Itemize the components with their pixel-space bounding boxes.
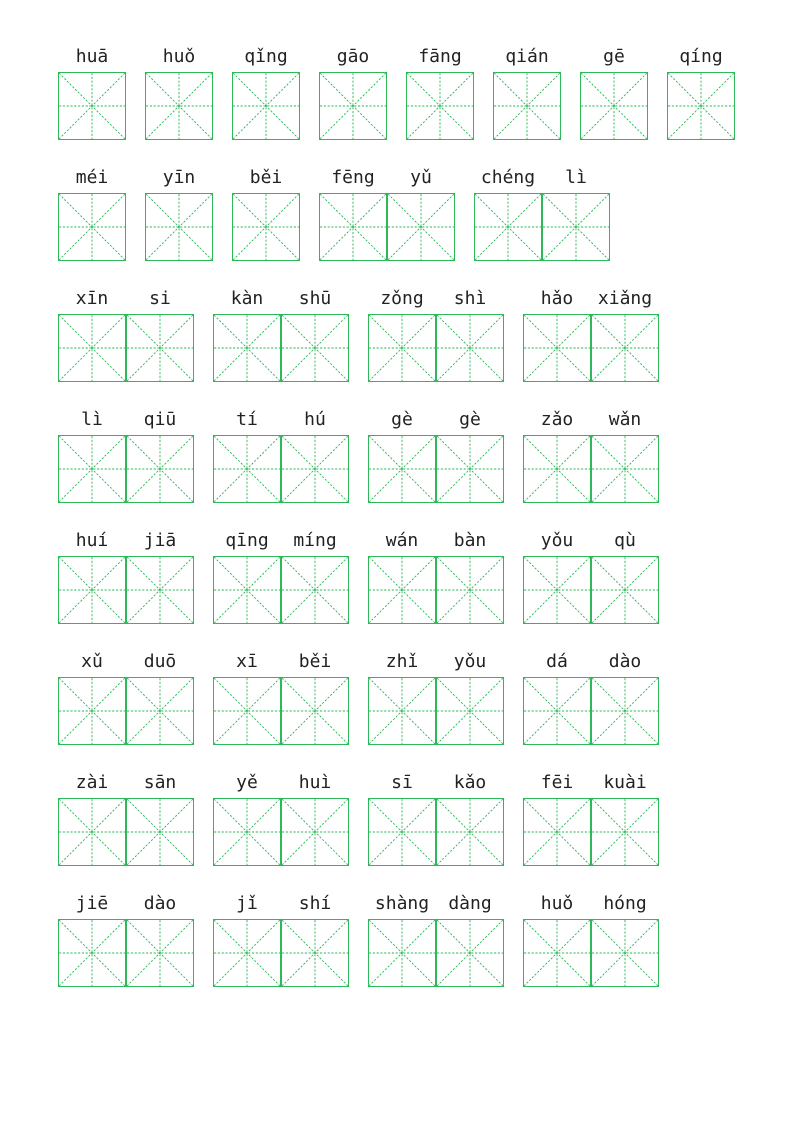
cell-guide-lines (524, 799, 590, 865)
cell-guide-lines (369, 557, 435, 623)
cell-guide-lines (437, 920, 503, 986)
cell-guide-lines (127, 315, 193, 381)
character-writing-box[interactable] (126, 556, 194, 624)
pinyin-label: dá (546, 651, 568, 672)
cell-guide-lines (59, 194, 125, 260)
pinyin-label: qù (614, 530, 636, 551)
character-writing-box[interactable] (126, 435, 194, 503)
character-writing-box[interactable] (213, 677, 281, 745)
pinyin-label: dào (608, 651, 642, 672)
cell-guide-lines (233, 73, 299, 139)
character-writing-box[interactable] (591, 556, 659, 624)
character-writing-box[interactable] (213, 435, 281, 503)
pinyin-label: zài (75, 772, 109, 793)
pinyin-label: jǐ (236, 893, 258, 914)
character-writing-box[interactable] (281, 435, 349, 503)
cell-guide-lines (668, 73, 734, 139)
pinyin-label: chéng (480, 167, 536, 188)
worksheet-row (0, 409, 793, 519)
worksheet-row (0, 772, 793, 882)
character-writing-box[interactable] (387, 193, 455, 261)
cell-guide-lines (592, 678, 658, 744)
pinyin-label: qián (505, 46, 549, 67)
character-writing-box[interactable] (232, 193, 300, 261)
character-writing-box[interactable] (436, 556, 504, 624)
cell-guide-lines (214, 678, 280, 744)
cell-guide-lines (494, 73, 560, 139)
character-writing-box[interactable] (523, 314, 591, 382)
cell-guide-lines (437, 557, 503, 623)
cell-guide-lines (592, 315, 658, 381)
pinyin-label: huā (75, 46, 109, 67)
cell-guide-lines (282, 436, 348, 502)
pinyin-label: xīn (75, 288, 109, 309)
worksheet-row (0, 893, 793, 1003)
character-writing-box[interactable] (281, 919, 349, 987)
character-writing-box[interactable] (523, 798, 591, 866)
worksheet-row (0, 651, 793, 761)
character-writing-box[interactable] (542, 193, 610, 261)
character-writing-box[interactable] (667, 72, 735, 140)
cell-guide-lines (320, 194, 386, 260)
character-writing-box[interactable] (591, 798, 659, 866)
pinyin-label: sī (391, 772, 413, 793)
cell-guide-lines (282, 678, 348, 744)
pinyin-label: lì (565, 167, 587, 188)
pinyin-label: gè (459, 409, 481, 430)
cell-guide-lines (59, 73, 125, 139)
cell-guide-lines (59, 678, 125, 744)
character-writing-box[interactable] (436, 798, 504, 866)
cell-guide-lines (581, 73, 647, 139)
pinyin-label: duō (143, 651, 177, 672)
pinyin-label: fāng (418, 46, 462, 67)
cell-guide-lines (127, 678, 193, 744)
character-writing-box[interactable] (145, 72, 213, 140)
pinyin-label: zǎo (540, 409, 574, 430)
pinyin-label: huǒ (540, 893, 574, 914)
cell-guide-lines (59, 799, 125, 865)
character-writing-box[interactable] (281, 314, 349, 382)
cell-guide-lines (282, 920, 348, 986)
cell-guide-lines (127, 436, 193, 502)
cell-guide-lines (282, 799, 348, 865)
character-writing-box[interactable] (58, 798, 126, 866)
pinyin-label: dào (143, 893, 177, 914)
pinyin-label: jiā (143, 530, 177, 551)
character-writing-box[interactable] (580, 72, 648, 140)
character-writing-box[interactable] (145, 193, 213, 261)
character-writing-box[interactable] (523, 919, 591, 987)
character-writing-box[interactable] (523, 677, 591, 745)
cell-guide-lines (437, 799, 503, 865)
character-writing-box[interactable] (58, 556, 126, 624)
cell-guide-lines (127, 557, 193, 623)
character-writing-box[interactable] (213, 556, 281, 624)
character-writing-box[interactable] (232, 72, 300, 140)
cell-guide-lines (437, 678, 503, 744)
pinyin-label: zǒng (380, 288, 424, 309)
character-writing-box[interactable] (213, 314, 281, 382)
character-writing-box[interactable] (493, 72, 561, 140)
cell-guide-lines (369, 436, 435, 502)
character-writing-box[interactable] (58, 435, 126, 503)
character-writing-box[interactable] (591, 677, 659, 745)
pinyin-label: lì (81, 409, 103, 430)
character-writing-box[interactable] (213, 798, 281, 866)
pinyin-label: qǐng (244, 46, 288, 67)
character-writing-box[interactable] (281, 556, 349, 624)
cell-guide-lines (214, 557, 280, 623)
cell-guide-lines (214, 436, 280, 502)
cell-guide-lines (592, 436, 658, 502)
cell-guide-lines (524, 557, 590, 623)
character-writing-box[interactable] (436, 677, 504, 745)
cell-guide-lines (146, 194, 212, 260)
cell-guide-lines (59, 920, 125, 986)
pinyin-label: fēng (331, 167, 375, 188)
pinyin-label: dàng (448, 893, 492, 914)
worksheet-row (0, 288, 793, 398)
character-writing-box[interactable] (281, 677, 349, 745)
pinyin-label: shí (298, 893, 332, 914)
cell-guide-lines (127, 799, 193, 865)
character-writing-box[interactable] (126, 314, 194, 382)
character-writing-box[interactable] (58, 314, 126, 382)
character-writing-box[interactable] (58, 72, 126, 140)
cell-guide-lines (407, 73, 473, 139)
cell-guide-lines (524, 678, 590, 744)
character-writing-box[interactable] (591, 919, 659, 987)
cell-guide-lines (369, 920, 435, 986)
pinyin-label: zhǐ (385, 651, 419, 672)
pinyin-label: shū (298, 288, 332, 309)
pinyin-label: si (149, 288, 171, 309)
character-writing-box[interactable] (368, 314, 436, 382)
cell-guide-lines (475, 194, 541, 260)
pinyin-label: míng (293, 530, 337, 551)
pinyin-label: shì (453, 288, 487, 309)
cell-guide-lines (320, 73, 386, 139)
pinyin-label: huì (298, 772, 332, 793)
character-writing-box[interactable] (368, 435, 436, 503)
cell-guide-lines (214, 315, 280, 381)
cell-guide-lines (59, 557, 125, 623)
cell-guide-lines (127, 920, 193, 986)
pinyin-label: huǒ (162, 46, 196, 67)
pinyin-label: méi (75, 167, 109, 188)
pinyin-label: qiū (143, 409, 177, 430)
character-writing-box[interactable] (126, 798, 194, 866)
pinyin-label: yīn (162, 167, 196, 188)
cell-guide-lines (543, 194, 609, 260)
character-writing-box[interactable] (319, 72, 387, 140)
pinyin-label: wán (385, 530, 419, 551)
character-writing-box[interactable] (368, 798, 436, 866)
pinyin-label: yǔ (410, 167, 432, 188)
character-writing-box[interactable] (436, 435, 504, 503)
cell-guide-lines (592, 920, 658, 986)
cell-guide-lines (369, 678, 435, 744)
character-writing-box[interactable] (591, 314, 659, 382)
character-writing-box[interactable] (213, 919, 281, 987)
pinyin-label: kuài (603, 772, 647, 793)
cell-guide-lines (369, 315, 435, 381)
character-writing-box[interactable] (368, 556, 436, 624)
worksheet-row (0, 530, 793, 640)
cell-guide-lines (146, 73, 212, 139)
character-writing-box[interactable] (126, 919, 194, 987)
character-writing-box[interactable] (58, 919, 126, 987)
cell-guide-lines (282, 557, 348, 623)
pinyin-label: yǒu (540, 530, 574, 551)
cell-guide-lines (214, 920, 280, 986)
cell-guide-lines (369, 799, 435, 865)
cell-guide-lines (437, 436, 503, 502)
character-writing-box[interactable] (319, 193, 387, 261)
cell-guide-lines (282, 315, 348, 381)
character-writing-box[interactable] (591, 435, 659, 503)
cell-guide-lines (524, 436, 590, 502)
cell-guide-lines (233, 194, 299, 260)
worksheet-row (0, 167, 793, 277)
character-writing-box[interactable] (281, 798, 349, 866)
cell-guide-lines (59, 315, 125, 381)
pinyin-label: hú (304, 409, 326, 430)
character-writing-box[interactable] (436, 314, 504, 382)
pinyin-label: yǒu (453, 651, 487, 672)
cell-guide-lines (59, 436, 125, 502)
cell-guide-lines (524, 920, 590, 986)
pinyin-label: shàng (374, 893, 430, 914)
pinyin-label: wǎn (608, 409, 642, 430)
character-writing-box[interactable] (436, 919, 504, 987)
pinyin-label: fēi (540, 772, 574, 793)
pinyin-label: bàn (453, 530, 487, 551)
pinyin-label: xī (236, 651, 258, 672)
pinyin-label: sān (143, 772, 177, 793)
pinyin-label: gē (603, 46, 625, 67)
cell-guide-lines (592, 557, 658, 623)
pinyin-label: hóng (603, 893, 647, 914)
pinyin-label: huí (75, 530, 109, 551)
pinyin-label: jiē (75, 893, 109, 914)
character-writing-box[interactable] (58, 677, 126, 745)
pinyin-label: běi (249, 167, 283, 188)
pinyin-label: xiǎng (597, 288, 653, 309)
pinyin-label: xǔ (81, 651, 103, 672)
pinyin-label: qíng (679, 46, 723, 67)
cell-guide-lines (592, 799, 658, 865)
character-writing-box[interactable] (368, 677, 436, 745)
character-writing-box[interactable] (474, 193, 542, 261)
cell-guide-lines (524, 315, 590, 381)
cell-guide-lines (388, 194, 454, 260)
character-writing-box[interactable] (523, 435, 591, 503)
pinyin-label: kàn (230, 288, 264, 309)
character-writing-box[interactable] (58, 193, 126, 261)
pinyin-label: tí (236, 409, 258, 430)
pinyin-label: yě (236, 772, 258, 793)
pinyin-label: qīng (225, 530, 269, 551)
worksheet-row (0, 46, 793, 156)
cell-guide-lines (437, 315, 503, 381)
character-writing-box[interactable] (406, 72, 474, 140)
pinyin-label: gè (391, 409, 413, 430)
pinyin-label: kǎo (453, 772, 487, 793)
character-writing-box[interactable] (126, 677, 194, 745)
pinyin-label: gāo (336, 46, 370, 67)
character-writing-box[interactable] (523, 556, 591, 624)
pinyin-label: běi (298, 651, 332, 672)
cell-guide-lines (214, 799, 280, 865)
pinyin-label: hǎo (540, 288, 574, 309)
character-writing-box[interactable] (368, 919, 436, 987)
